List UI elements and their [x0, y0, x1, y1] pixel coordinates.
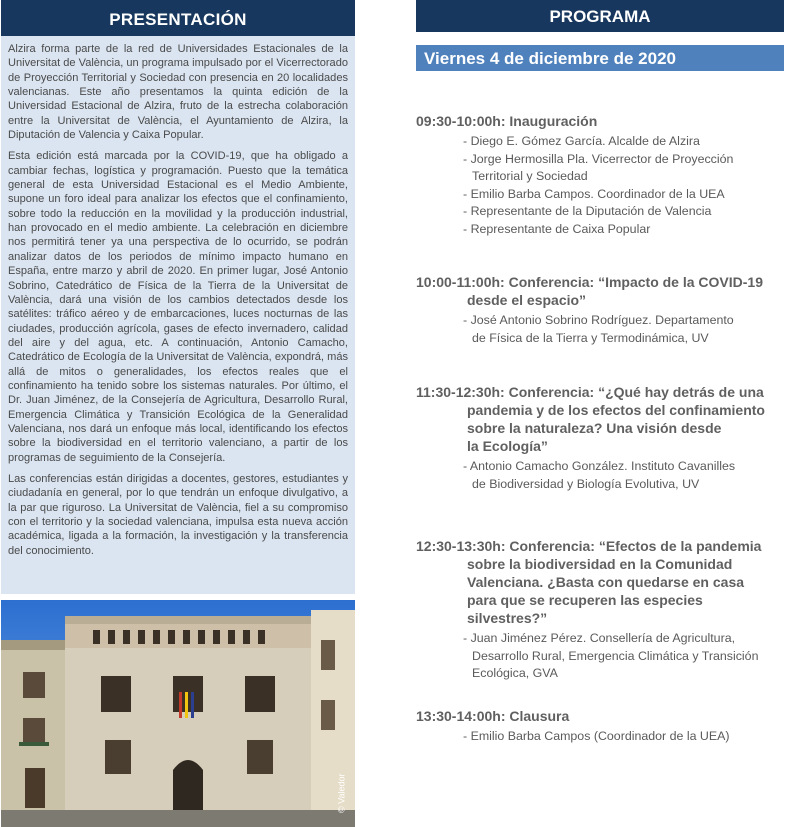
presentation-paragraph-1: Alzira forma parte de la red de Universidades Estacionales de la Universitat de València, un programa impulsado por el Vicerrectorado de Proyección Territorial y Sociedad con presencia en 20 localidades valencianas. Este año presentamos la quinta edición de la Universidad Estacional de Alzira, fruto de la estrecha colaboración entre la Universitat de València, el Ayuntamiento de Alzira, la Diputación de Valencia y Caixa Popular.	[8, 43, 348, 142]
session-title-line: desde el espacio”	[467, 292, 587, 308]
session-title-line: 09:30-10:00h: Inauguración	[416, 113, 598, 129]
program-column	[416, 0, 784, 743]
speaker-item	[416, 458, 784, 493]
presentation-column	[1, 0, 355, 813]
session-clausura	[416, 707, 784, 746]
town-hall-photo	[1, 600, 355, 827]
session-title-line: 11:30-12:30h: Conferencia: “¿Qué hay detrás de una	[416, 384, 764, 400]
speaker-item: - Representante de la Diputación de Valencia	[463, 204, 712, 219]
session-title	[416, 707, 784, 725]
session-title-line: 13:30-14:00h: Clausura	[416, 708, 570, 724]
session-title-line: la Ecología”	[467, 438, 548, 454]
speaker-item: - Emilio Barba Campos. Coordinador de la UEA	[463, 186, 725, 201]
speaker-item	[416, 151, 784, 186]
session-title	[416, 273, 784, 309]
speaker-item: - Representante de Caixa Popular	[463, 221, 651, 236]
speaker-item	[416, 312, 784, 347]
session-title-line: sobre la naturaleza? Una visión desde	[467, 420, 722, 436]
speaker-line: - Antonio Camacho González. Instituto Cavanilles	[463, 459, 736, 473]
presentation-header: PRESENTACIÓN	[1, 0, 355, 36]
session-inauguracion	[416, 112, 784, 239]
session-conferencia-2	[416, 383, 784, 493]
presentation-paragraph-2: Esta edición está marcada por la COVID-19, que ha obligado a cambiar fechas, logística y programación. Puesto que la temática general de esta Universidad Estacional es el Medio Ambiente, supone un foro ideal para analizar los efectos que el confinamiento, sobre todo la reducción en la movilidad y la producción industrial, han provocado en el medio ambiente. La celebración en diciembre nos permitirá tener ya una perspectiva de lo ocurrido, se podrán analizar datos de los periodos de mínimo impacto humano en España, entre marzo y abril de 2020. En primer lugar, José Antonio Sobrino, Catedrático de Física de la Tierra de la Universitat de València, dará una visión de los cambios detectados desde los satélites: tráfico aéreo y de embarcaciones, luces nocturnas de las ciudades, producción agrícola, gases de efecto invernadero, calidad del aire y del agua, etc. A continuación, Antonio Camacho, Catedrático de Ecología de la Universitat de València, expondrá, más allá de mitos o generalidades, los efectos reales que el confinamiento ha tenido sobre los sistemas naturales. Por último, el Dr. Juan Jiménez, de la Consejería de Agricultura, Desarrollo Rural, Emergencia Climática y Transición Ecológica de la Generalidad Valenciana, nos dará un enfoque más local, identificando los efectos sobre la biodiversidad en el territorio valenciano, a partir de los programas de seguimiento de la Consejería.	[8, 150, 348, 464]
session-title-line: 10:00-11:00h: Conferencia: “Impacto de la COVID-19	[416, 274, 763, 290]
session-title-line: para que se recuperen las especies silvestres?”	[467, 592, 703, 626]
speaker-item	[416, 630, 784, 683]
session-conferencia-1	[416, 273, 784, 347]
speaker-line: de Física de la Tierra y Termodinámica, UV	[472, 330, 709, 345]
presentation-paragraph-3: Las conferencias están dirigidas a docentes, gestores, estudiantes y ciudadanía en general, por lo que tendrán un enfoque divulgativo, a la par que riguroso. La Universitat de València, fiel a su compromiso con el territorio y la sociedad valenciana, impulsa esta nueva acción académica, ligada a la formación, la investigación y la transferencia del conocimiento.	[8, 472, 348, 557]
speaker-item: - Emilio Barba Campos (Coordinador de la UEA)	[463, 729, 730, 743]
speaker-line: Ecológica, GVA	[472, 666, 558, 681]
program-header: PROGRAMA	[416, 0, 784, 32]
speaker-item: - Diego E. Gómez García. Alcalde de Alzira	[463, 134, 700, 148]
session-conferencia-3	[416, 537, 784, 683]
session-title-line: Valenciana. ¿Basta con quedarse en casa	[467, 574, 745, 590]
session-title	[416, 537, 784, 627]
photo-credit: © Valedor	[336, 773, 346, 813]
session-title	[416, 383, 784, 455]
speaker-line: de Biodiversidad y Biología Evolutiva, UV	[472, 476, 700, 491]
session-title-line: sobre la biodiversidad en la Comunidad	[467, 556, 733, 572]
session-title	[416, 112, 784, 130]
building-illustration	[1, 600, 355, 827]
speaker-line: - José Antonio Sobrino Rodríguez. Departamento	[463, 313, 734, 327]
speaker-line: Territorial y Sociedad	[472, 169, 588, 184]
session-title-line: pandemia y de los efectos del confinamiento	[467, 402, 765, 418]
presentation-body	[1, 36, 355, 594]
speaker-line: Desarrollo Rural, Emergencia Climática y Transición	[472, 648, 759, 663]
speaker-line: - Jorge Hermosilla Pla. Vicerrector de Proyección	[463, 151, 734, 166]
session-title-line: 12:30-13:30h: Conferencia: “Efectos de la pandemia	[416, 538, 762, 554]
program-date: Viernes 4 de diciembre de 2020	[416, 45, 784, 71]
speaker-line: - Juan Jiménez Pérez. Consellería de Agricultura,	[463, 631, 736, 645]
